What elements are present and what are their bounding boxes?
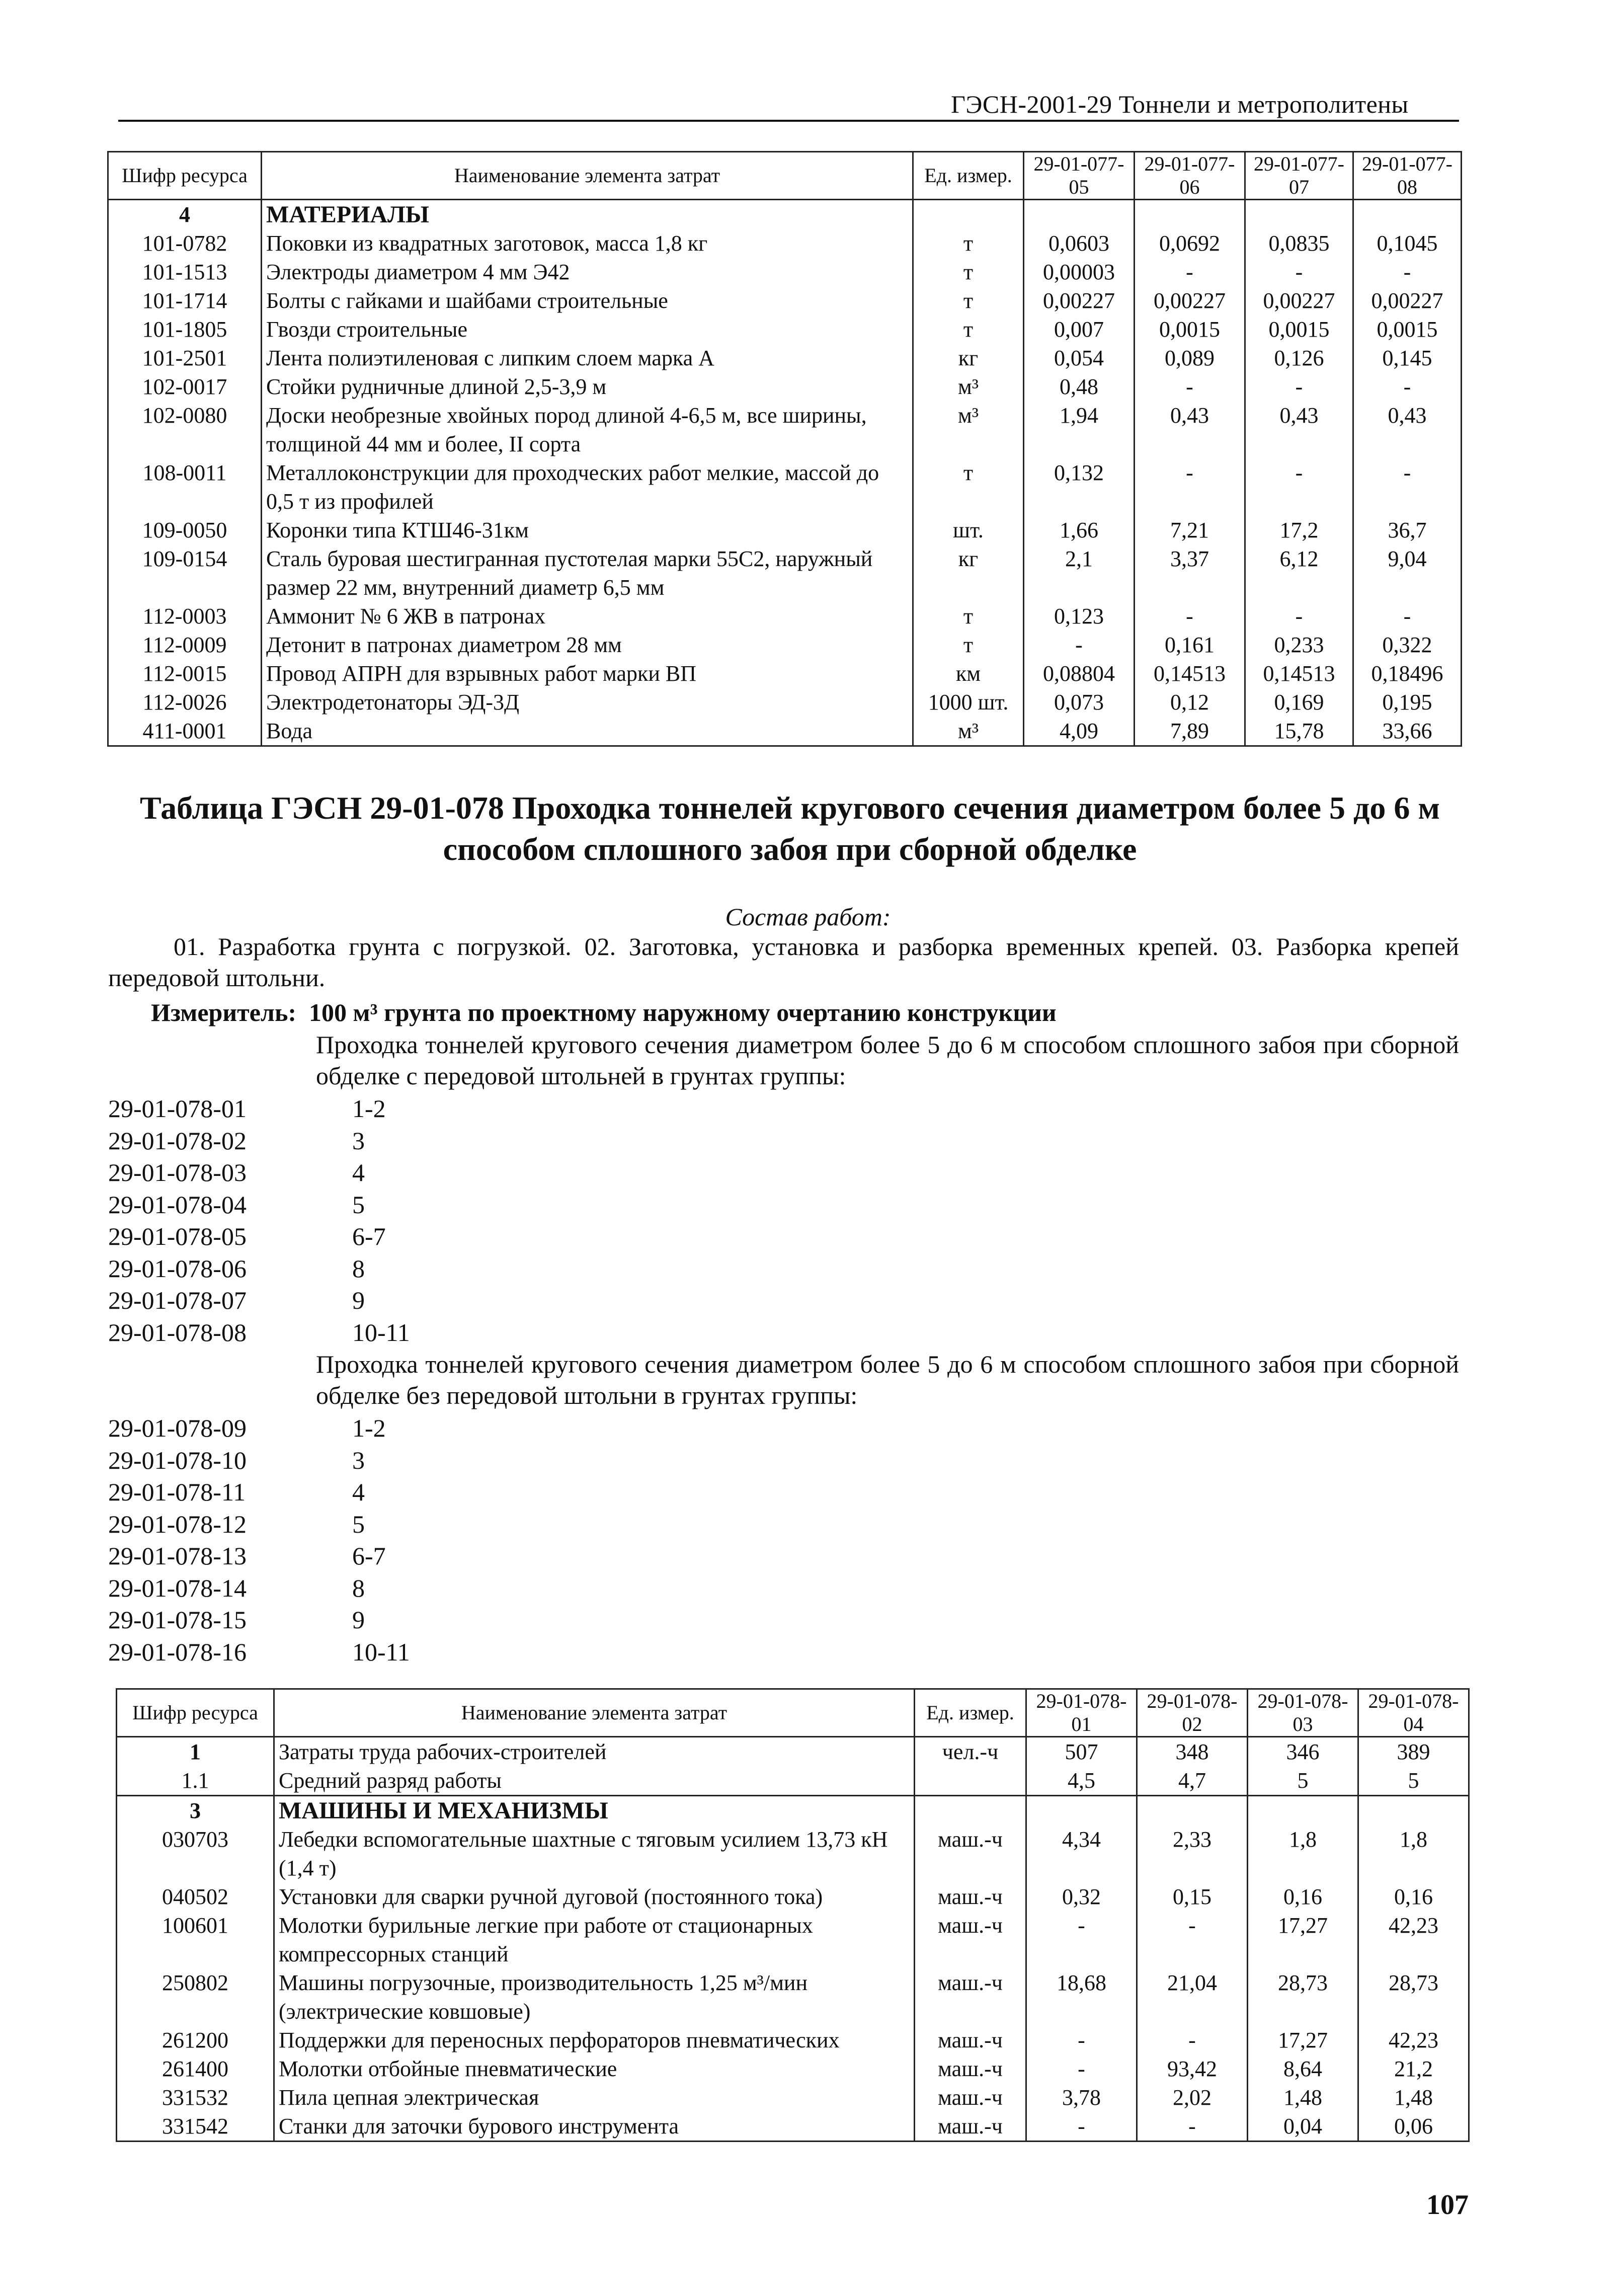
resource-value: - <box>1137 2026 1248 2054</box>
resource-name: Машины погрузочные, производительность 1,25 м³/мин (электрические ковшовые) <box>274 1968 915 2026</box>
resource-value: 21,04 <box>1137 1968 1248 2026</box>
resource-name: МАШИНЫ И МЕХАНИЗМЫ <box>274 1796 915 1826</box>
table-row <box>117 1737 1469 1767</box>
resource-unit: маш.-ч <box>915 1825 1026 1882</box>
resource-name: Металлоконструкции для проходческих работ мелкие, массой до 0,5 т из профилей <box>262 458 913 516</box>
soil-group: 10-11 <box>352 1637 410 1666</box>
resource-value: 17,2 <box>1245 516 1353 544</box>
resource-value: 0,1045 <box>1353 229 1462 258</box>
resource-value: 0,123 <box>1024 602 1135 630</box>
resource-value: - <box>1353 372 1462 401</box>
list-item <box>108 1253 410 1285</box>
norm-code: 29-01-078-14 <box>108 1573 247 1602</box>
resource-value: 17,27 <box>1248 1911 1358 1968</box>
resource-code: 331542 <box>117 2112 274 2142</box>
soil-group: 10-11 <box>352 1318 410 1347</box>
group-intro-with-pilot: Проходка тоннелей кругового сечения диаметром более 5 до 6 м способом сплошного забоя при сборной обделке с передовой штольней в грунтах группы: <box>316 1031 1459 1090</box>
resource-value: 0,0603 <box>1024 229 1135 258</box>
list-item <box>108 1317 410 1349</box>
resource-value: 1,94 <box>1024 401 1135 458</box>
header-row <box>117 1689 1469 1737</box>
resource-value: 0,00227 <box>1353 286 1462 315</box>
table-row <box>108 344 1462 372</box>
measure-label: Измеритель: <box>151 998 297 1026</box>
resource-value: 42,23 <box>1358 2026 1469 2054</box>
resource-name: Аммонит № 6 ЖВ в патронах <box>262 602 913 630</box>
soil-group: 9 <box>352 1286 365 1314</box>
resource-value: - <box>1245 458 1353 516</box>
table-row <box>108 602 1462 630</box>
resource-value: 15,78 <box>1245 717 1353 746</box>
resource-value <box>1245 200 1353 229</box>
resource-name: Электроды диаметром 4 мм Э42 <box>262 258 913 286</box>
resource-name: Поддержки для переносных перфораторов пневматических <box>274 2026 915 2054</box>
soil-group: 4 <box>352 1158 365 1186</box>
resource-value: 2,02 <box>1137 2083 1248 2112</box>
table-row <box>108 372 1462 401</box>
resource-value: 0,054 <box>1024 344 1135 372</box>
resource-unit <box>913 200 1024 229</box>
resource-value: 0,00003 <box>1024 258 1135 286</box>
resource-unit <box>915 1766 1026 1796</box>
resource-value: 0,16 <box>1248 1882 1358 1911</box>
resource-name: МАТЕРИАЛЫ <box>262 200 913 229</box>
materials-table <box>107 151 1462 747</box>
resource-code: 109-0154 <box>108 544 262 602</box>
table-row <box>108 630 1462 659</box>
header-rule <box>118 120 1459 122</box>
resource-value: 0,233 <box>1245 630 1353 659</box>
resource-value: - <box>1353 458 1462 516</box>
resource-name: Сталь буровая шестигранная пустотелая марки 55С2, наружный размер 22 мм, внутренний диаметр 6,5 мм <box>262 544 913 602</box>
resource-value: 0,32 <box>1026 1882 1137 1911</box>
table-row <box>117 1882 1469 1911</box>
list-item <box>108 1604 410 1636</box>
table-row <box>117 1911 1469 1968</box>
resource-value: 4,5 <box>1026 1766 1137 1796</box>
resource-code: 112-0009 <box>108 630 262 659</box>
resource-value <box>1353 200 1462 229</box>
resource-value: 4,34 <box>1026 1825 1137 1882</box>
resource-unit: маш.-ч <box>915 1968 1026 2026</box>
resource-value: 0,007 <box>1024 315 1135 344</box>
table-row <box>108 258 1462 286</box>
resource-value: 21,2 <box>1358 2054 1469 2083</box>
soil-group: 6-7 <box>352 1542 386 1570</box>
list-item <box>108 1157 410 1189</box>
resource-value: 7,89 <box>1135 717 1245 746</box>
header-name: Наименование элемента затрат <box>262 152 913 200</box>
norm-code: 29-01-078-11 <box>108 1478 246 1506</box>
resource-value: 0,15 <box>1137 1882 1248 1911</box>
header-norm-code: 29-01-078-04 <box>1358 1689 1469 1737</box>
resource-name: Станки для заточки бурового инструмента <box>274 2112 915 2142</box>
resource-value: 0,0015 <box>1135 315 1245 344</box>
norm-code: 29-01-078-12 <box>108 1510 247 1538</box>
header-unit: Ед. измер. <box>913 152 1024 200</box>
norm-code: 29-01-078-10 <box>108 1446 247 1474</box>
resource-value: 0,14513 <box>1245 659 1353 688</box>
resource-code: 100601 <box>117 1911 274 1968</box>
norm-code-list-without-pilot <box>108 1412 410 1668</box>
list-item <box>108 1540 410 1572</box>
resources-table <box>116 1688 1470 2142</box>
table-row <box>117 2054 1469 2083</box>
resource-value: 2,33 <box>1137 1825 1248 1882</box>
list-item <box>108 1189 410 1221</box>
list-item <box>108 1445 410 1477</box>
list-item <box>108 1125 410 1157</box>
resource-name: Детонит в патронах диаметром 28 мм <box>262 630 913 659</box>
resource-value <box>1248 1796 1358 1826</box>
resource-value: - <box>1137 1911 1248 1968</box>
resource-value: 28,73 <box>1248 1968 1358 2026</box>
header-unit: Ед. измер. <box>915 1689 1026 1737</box>
resource-value: - <box>1353 258 1462 286</box>
resource-unit: маш.-ч <box>915 1882 1026 1911</box>
resource-value: 17,27 <box>1248 2026 1358 2054</box>
soil-group: 9 <box>352 1606 365 1634</box>
header-code: Шифр ресурса <box>117 1689 274 1737</box>
resource-value: 348 <box>1137 1737 1248 1767</box>
header-norm-code: 29-01-078-02 <box>1137 1689 1248 1737</box>
resource-value: - <box>1024 630 1135 659</box>
resource-name: Средний разряд работы <box>274 1766 915 1796</box>
table-title: Таблица ГЭСН 29-01-078 Проходка тоннелей кругового сечения диаметром более 5 до 6 м способом сплошного забоя при сборной обделке <box>139 790 1440 867</box>
header-name: Наименование элемента затрат <box>274 1689 915 1737</box>
soil-group: 1-2 <box>352 1414 386 1442</box>
resource-value <box>1358 1796 1469 1826</box>
resource-unit: км <box>913 659 1024 688</box>
soil-group: 4 <box>352 1478 365 1506</box>
norm-code: 29-01-078-06 <box>108 1254 247 1283</box>
resource-value <box>1024 200 1135 229</box>
resource-value: - <box>1245 372 1353 401</box>
resource-name: Лента полиэтиленовая с липким слоем марка А <box>262 344 913 372</box>
resource-value: 0,0692 <box>1135 229 1245 258</box>
page-number: 107 <box>1426 2189 1469 2221</box>
resource-name: Коронки типа КТШ46-31км <box>262 516 913 544</box>
resource-name: Установки для сварки ручной дуговой (постоянного тока) <box>274 1882 915 1911</box>
resource-value: 9,04 <box>1353 544 1462 602</box>
norm-code: 29-01-078-02 <box>108 1126 247 1155</box>
resource-value: 0,073 <box>1024 688 1135 717</box>
section-row <box>117 1796 1469 1826</box>
resource-value: - <box>1026 2026 1137 2054</box>
soil-group: 5 <box>352 1510 365 1538</box>
resource-code: 101-2501 <box>108 344 262 372</box>
resource-value: 346 <box>1248 1737 1358 1767</box>
resource-code: 331532 <box>117 2083 274 2112</box>
resource-value: 36,7 <box>1353 516 1462 544</box>
resource-value: 4,7 <box>1137 1766 1248 1796</box>
table-row <box>108 401 1462 458</box>
resource-unit: т <box>913 286 1024 315</box>
resource-name: Лебедки вспомогательные шахтные с тяговым усилием 13,73 кН (1,4 т) <box>274 1825 915 1882</box>
resource-value: - <box>1026 2112 1137 2142</box>
resource-unit: маш.-ч <box>915 2054 1026 2083</box>
resource-value: 0,06 <box>1358 2112 1469 2142</box>
norm-code: 29-01-078-15 <box>108 1606 247 1634</box>
resource-name: Стойки рудничные длиной 2,5-3,9 м <box>262 372 913 401</box>
resource-value: 1,48 <box>1248 2083 1358 2112</box>
resource-value: 42,23 <box>1358 1911 1469 1968</box>
resource-unit: маш.-ч <box>915 1911 1026 1968</box>
resource-value <box>1026 1796 1137 1826</box>
resource-value <box>1137 1796 1248 1826</box>
resource-unit: кг <box>913 344 1024 372</box>
resource-value: - <box>1135 458 1245 516</box>
resource-value: 5 <box>1248 1766 1358 1796</box>
resource-unit: маш.-ч <box>915 2026 1026 2054</box>
resource-value: 1,8 <box>1248 1825 1358 1882</box>
table-row <box>108 688 1462 717</box>
resource-value: 0,089 <box>1135 344 1245 372</box>
table-row <box>108 717 1462 746</box>
resource-value: - <box>1135 372 1245 401</box>
resource-code: 101-0782 <box>108 229 262 258</box>
list-item <box>108 1509 410 1541</box>
resource-value: 3,78 <box>1026 2083 1137 2112</box>
list-item <box>108 1412 410 1445</box>
soil-group: 8 <box>352 1573 365 1602</box>
resource-value: 1,48 <box>1358 2083 1469 2112</box>
resource-name: Доски необрезные хвойных пород длиной 4-6,5 м, все ширины, толщиной 44 мм и более, II сорта <box>262 401 913 458</box>
resource-value: 0,00227 <box>1135 286 1245 315</box>
resource-value: 0,43 <box>1353 401 1462 458</box>
resource-value: 5 <box>1358 1766 1469 1796</box>
resource-value: 389 <box>1358 1737 1469 1767</box>
resource-value: - <box>1026 1911 1137 1968</box>
resource-unit: т <box>913 258 1024 286</box>
resource-value: 0,145 <box>1353 344 1462 372</box>
measure-line <box>151 998 1057 1027</box>
resource-value: 28,73 <box>1358 1968 1469 2026</box>
norm-code: 29-01-078-13 <box>108 1542 247 1570</box>
resource-value: - <box>1137 2112 1248 2142</box>
list-item <box>108 1285 410 1317</box>
table-row <box>117 2026 1469 2054</box>
resource-name: Провод АПРН для взрывных работ марки ВП <box>262 659 913 688</box>
norm-code: 29-01-078-05 <box>108 1222 247 1250</box>
resource-value: - <box>1353 602 1462 630</box>
norm-code-list-with-pilot <box>108 1093 410 1349</box>
resource-name: Электродетонаторы ЭД-3Д <box>262 688 913 717</box>
resource-value: 0,169 <box>1245 688 1353 717</box>
resource-value: 1,66 <box>1024 516 1135 544</box>
work-composition-heading: Состав работ: <box>725 903 891 931</box>
resource-value: 0,16 <box>1358 1882 1469 1911</box>
table-row <box>108 286 1462 315</box>
soil-group: 5 <box>352 1190 365 1219</box>
resource-code: 3 <box>117 1796 274 1826</box>
resource-value: 0,195 <box>1353 688 1462 717</box>
resource-value: 6,12 <box>1245 544 1353 602</box>
resource-unit: т <box>913 630 1024 659</box>
header-norm-code: 29-01-077-06 <box>1135 152 1245 200</box>
list-item <box>108 1221 410 1253</box>
resource-value: 507 <box>1026 1737 1137 1767</box>
header-row <box>108 152 1462 200</box>
resource-unit: маш.-ч <box>915 2112 1026 2142</box>
resource-value: - <box>1135 258 1245 286</box>
resource-value: 2,1 <box>1024 544 1135 602</box>
resource-value: - <box>1245 258 1353 286</box>
resource-value: 3,37 <box>1135 544 1245 602</box>
resource-unit: м³ <box>913 717 1024 746</box>
resource-value: - <box>1135 602 1245 630</box>
resource-value: 0,43 <box>1135 401 1245 458</box>
soil-group: 6-7 <box>352 1222 386 1250</box>
header-norm-code: 29-01-077-05 <box>1024 152 1135 200</box>
group-intro-without-pilot: Проходка тоннелей кругового сечения диаметром более 5 до 6 м способом сплошного забоя при сборной обделке без передовой штольни в грунтах группы: <box>316 1350 1459 1409</box>
measure-text: 100 м³ грунта по проектному наружному очертанию конструкции <box>309 998 1057 1026</box>
table-row <box>108 516 1462 544</box>
running-header: ГЭСН-2001-29 Тоннели и метрополитены <box>951 90 1409 118</box>
resource-value: 0,322 <box>1353 630 1462 659</box>
resource-name: Гвозди строительные <box>262 315 913 344</box>
table-row <box>117 1766 1469 1796</box>
resource-name: Болты с гайками и шайбами строительные <box>262 286 913 315</box>
resource-unit: т <box>913 229 1024 258</box>
resource-value: 18,68 <box>1026 1968 1137 2026</box>
resource-value: 0,132 <box>1024 458 1135 516</box>
resource-code: 112-0026 <box>108 688 262 717</box>
resource-code: 108-0011 <box>108 458 262 516</box>
norm-code: 29-01-078-01 <box>108 1094 247 1123</box>
list-item <box>108 1636 410 1669</box>
resource-name: Затраты труда рабочих-строителей <box>274 1737 915 1767</box>
resource-value: 0,161 <box>1135 630 1245 659</box>
resource-value <box>1135 200 1245 229</box>
resource-code: 109-0050 <box>108 516 262 544</box>
resource-value: 8,64 <box>1248 2054 1358 2083</box>
resource-code: 1.1 <box>117 1766 274 1796</box>
resource-name: Вода <box>262 717 913 746</box>
resource-unit: маш.-ч <box>915 2083 1026 2112</box>
norm-code: 29-01-078-03 <box>108 1158 247 1186</box>
resource-code: 1 <box>117 1737 274 1767</box>
resource-unit: м³ <box>913 372 1024 401</box>
resource-value: 0,00227 <box>1245 286 1353 315</box>
work-composition-text: 01. Разработка грунта с погрузкой. 02. Заготовка, установка и разборка временных крепей. 03. Разборка крепей передовой штольни. <box>108 932 1459 992</box>
norm-code: 29-01-078-09 <box>108 1414 247 1442</box>
section-row <box>108 200 1462 229</box>
resource-unit: м³ <box>913 401 1024 458</box>
resource-name: Молотки бурильные легкие при работе от стационарных компрессорных станций <box>274 1911 915 1968</box>
resource-value: 0,18496 <box>1353 659 1462 688</box>
soil-group: 1-2 <box>352 1094 386 1123</box>
resource-code: 102-0080 <box>108 401 262 458</box>
table-row <box>108 544 1462 602</box>
header-code: Шифр ресурса <box>108 152 262 200</box>
resource-code: 101-1513 <box>108 258 262 286</box>
header-norm-code: 29-01-077-07 <box>1245 152 1353 200</box>
resource-value: 0,12 <box>1135 688 1245 717</box>
soil-group: 3 <box>352 1126 365 1155</box>
resource-code: 261400 <box>117 2054 274 2083</box>
resource-value: - <box>1026 2054 1137 2083</box>
resource-code: 411-0001 <box>108 717 262 746</box>
resource-value: 0,14513 <box>1135 659 1245 688</box>
resource-code: 102-0017 <box>108 372 262 401</box>
soil-group: 8 <box>352 1254 365 1283</box>
resource-value: 0,43 <box>1245 401 1353 458</box>
resource-value: 33,66 <box>1353 717 1462 746</box>
table-row <box>117 1825 1469 1882</box>
norm-code: 29-01-078-07 <box>108 1286 247 1314</box>
resource-code: 261200 <box>117 2026 274 2054</box>
table-row <box>117 2112 1469 2142</box>
resource-value: 0,126 <box>1245 344 1353 372</box>
resource-name: Поковки из квадратных заготовок, масса 1,8 кг <box>262 229 913 258</box>
resource-value: 1,8 <box>1358 1825 1469 1882</box>
resource-code: 112-0003 <box>108 602 262 630</box>
resource-unit: т <box>913 602 1024 630</box>
header-norm-code: 29-01-077-08 <box>1353 152 1462 200</box>
resource-value: 0,48 <box>1024 372 1135 401</box>
resource-unit: т <box>913 458 1024 516</box>
norm-code: 29-01-078-04 <box>108 1190 247 1219</box>
resource-value: 4,09 <box>1024 717 1135 746</box>
resource-unit: шт. <box>913 516 1024 544</box>
resource-code: 040502 <box>117 1882 274 1911</box>
list-item <box>108 1476 410 1509</box>
list-item <box>108 1572 410 1605</box>
resource-code: 101-1805 <box>108 315 262 344</box>
resource-code: 030703 <box>117 1825 274 1882</box>
table-row <box>108 229 1462 258</box>
resource-code: 250802 <box>117 1968 274 2026</box>
resource-name: Молотки отбойные пневматические <box>274 2054 915 2083</box>
resource-value: 93,42 <box>1137 2054 1248 2083</box>
header-norm-code: 29-01-078-03 <box>1248 1689 1358 1737</box>
resource-code: 4 <box>108 200 262 229</box>
resource-value: - <box>1245 602 1353 630</box>
norm-code: 29-01-078-08 <box>108 1318 247 1347</box>
resource-value: 0,0835 <box>1245 229 1353 258</box>
resource-name: Пила цепная электрическая <box>274 2083 915 2112</box>
resource-code: 101-1714 <box>108 286 262 315</box>
resource-unit <box>915 1796 1026 1826</box>
resource-value: 0,0015 <box>1245 315 1353 344</box>
norm-code: 29-01-078-16 <box>108 1637 247 1666</box>
resource-value: 0,04 <box>1248 2112 1358 2142</box>
resource-value: 0,00227 <box>1024 286 1135 315</box>
resource-unit: 1000 шт. <box>913 688 1024 717</box>
list-item <box>108 1093 410 1125</box>
resource-unit: чел.-ч <box>915 1737 1026 1767</box>
resource-unit: кг <box>913 544 1024 602</box>
header-norm-code: 29-01-078-01 <box>1026 1689 1137 1737</box>
table-row <box>108 315 1462 344</box>
table-row <box>117 1968 1469 2026</box>
soil-group: 3 <box>352 1446 365 1474</box>
resource-value: 0,0015 <box>1353 315 1462 344</box>
resource-value: 7,21 <box>1135 516 1245 544</box>
resource-value: 0,08804 <box>1024 659 1135 688</box>
table-row <box>117 2083 1469 2112</box>
table-row <box>108 659 1462 688</box>
resource-code: 112-0015 <box>108 659 262 688</box>
resource-unit: т <box>913 315 1024 344</box>
table-row <box>108 458 1462 516</box>
